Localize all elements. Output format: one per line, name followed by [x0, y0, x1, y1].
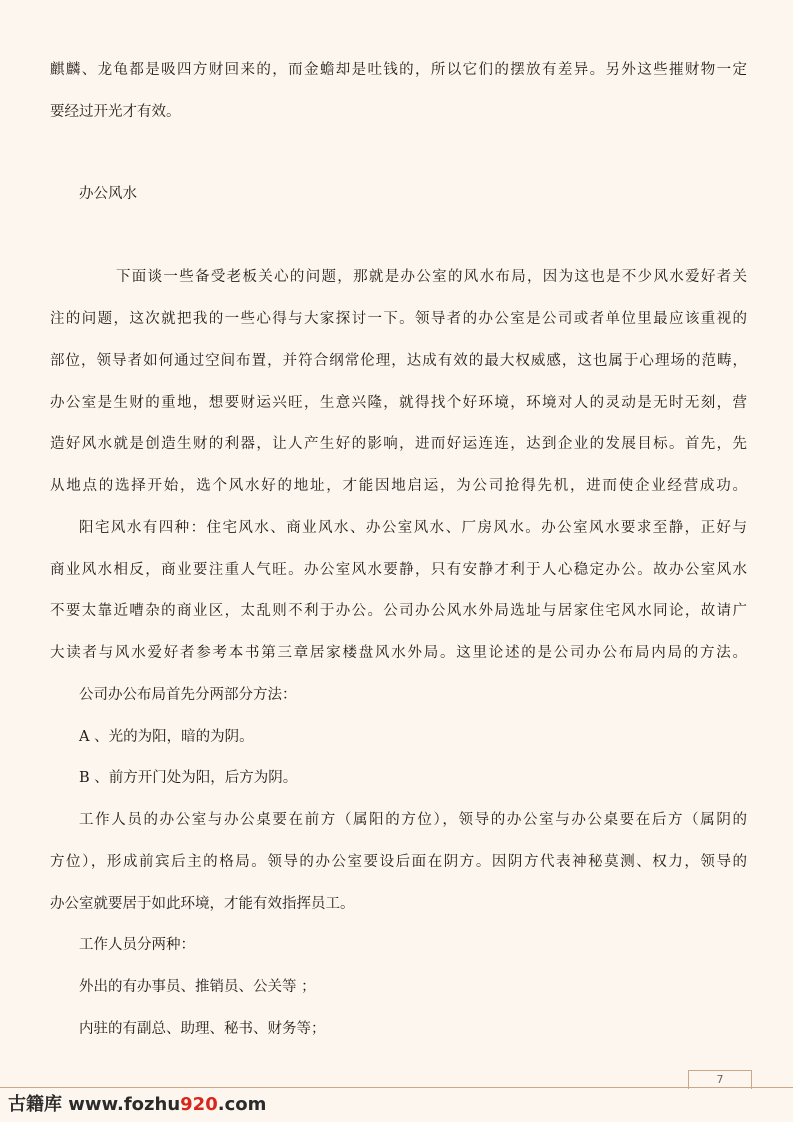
watermark-name: 古籍库: [8, 1094, 62, 1115]
footer-divider: [0, 1087, 793, 1088]
text-line: 工作人员的办公室与办公桌要在前方（属阳的方位），领导的办公室与办公桌要在后方（属阴的: [79, 812, 747, 828]
text-line: 不要太靠近嘈杂的商业区，太乱则不利于办公。公司办公风水外局选址与居家住宅风水同论，故请广: [50, 603, 747, 619]
watermark-url-suffix: .com: [217, 1094, 267, 1115]
text-line: 下面谈一些备受老板关心的问题，那就是办公室的风水布局，因为这也是不少风水爱好者关: [116, 269, 747, 285]
list-item-b: B 、前方开门处为阳，后方为阴。: [79, 770, 298, 786]
text-line: 部位，领导者如何通过空间布置，并符合纲常伦理，达成有效的最大权威感，这也属于心理场的范畴，: [50, 353, 747, 369]
section-heading: 办公风水: [79, 186, 137, 202]
text-line: 注的问题，这次就把我的一些心得与大家探讨一下。领导者的办公室是公司或者单位里最应该重视的: [50, 311, 747, 327]
text-line: 方位），形成前宾后主的格局。领导的办公室要设后面在阴方。因阴方代表神秘莫测、权力，领导的: [50, 854, 747, 870]
watermark-url-prefix: www.fozhu: [62, 1094, 181, 1115]
text-line: 麒麟、龙龟都是吸四方财回来的，而金蟾却是吐钱的，所以它们的摆放有差异。另外这些摧财物一定: [50, 62, 747, 78]
text-line: 大读者与风水爱好者参考本书第三章居家楼盘风水外局。这里论述的是公司办公布局内局的方法。: [50, 645, 747, 661]
text-line: 要经过开光才有效。: [50, 104, 181, 120]
text-line: 外出的有办事员、推销员、公关等 ；: [79, 979, 316, 995]
text-line: 商业风水相反，商业要注重人气旺。办公室风水要静，只有安静才利于人心稳定办公。故办公室风水: [50, 562, 747, 578]
text-line: 工作人员分两种：: [79, 937, 195, 953]
watermark-url-number: 920: [180, 1094, 218, 1115]
list-item-a: A 、光的为阳，暗的为阴。: [79, 729, 254, 745]
text-line: 从地点的选择开始，选个风水好的地址，才能因地启运，为公司抢得先机，进而使企业经营成功。: [50, 478, 747, 494]
text-line: 内驻的有副总、助理、秘书、财务等；: [79, 1021, 326, 1037]
text-line: 造好风水就是创造生财的利器，让人产生好的影响，进而好运连连，达到企业的发展目标。首先，先: [50, 436, 747, 452]
watermark: [8, 1090, 266, 1116]
text-line: 办公室就要居于如此环境，才能有效指挥员工。: [50, 896, 355, 912]
text-line: 办公室是生财的重地，想要财运兴旺，生意兴隆，就得找个好环境，环境对人的灵动是无时无刻，营: [50, 395, 747, 411]
text-line: 阳宅风水有四种：住宅风水、商业风水、办公室风水、厂房风水。办公室风水要求至静，正好与: [79, 520, 747, 536]
page-number: 7: [688, 1070, 752, 1089]
text-line: 公司办公布局首先分两部分方法：: [79, 687, 297, 703]
